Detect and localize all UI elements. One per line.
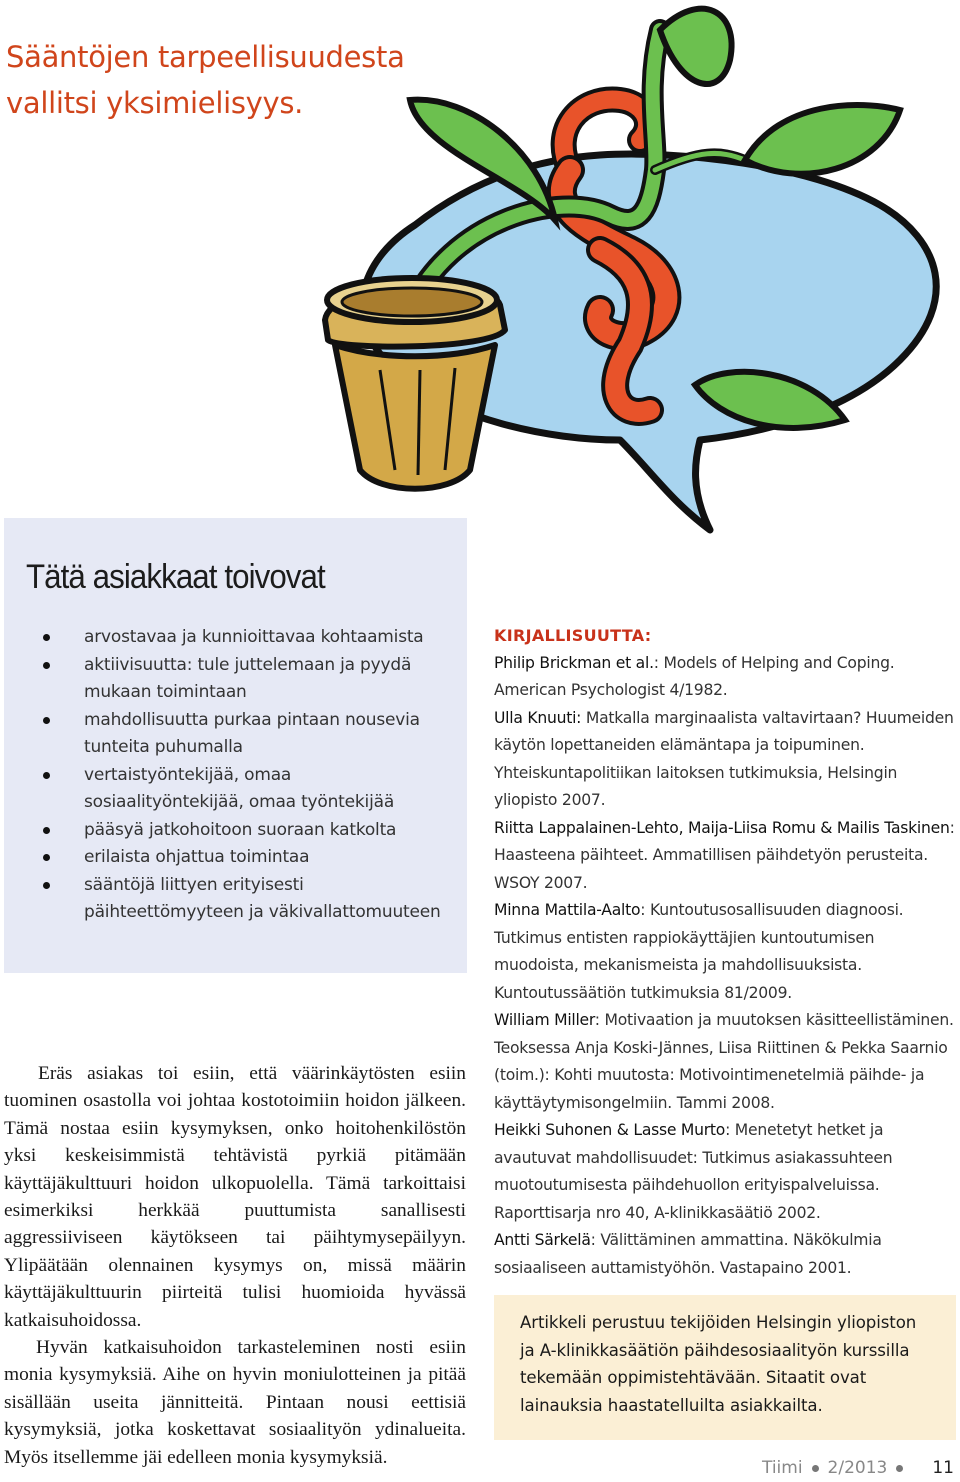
publication-name: Tiimi (761, 1458, 803, 1478)
separator-dot-icon (812, 1465, 819, 1472)
leaf-right (745, 105, 900, 174)
reference-text: Matkalla marginaalista valtavirtaan? Huumeiden käytön lopettaneiden elämäntapa ja toipuminen. Yhteiskuntapolitiikan laitoksen tutkimuksia, Helsingin yliopisto 2007. (494, 708, 954, 809)
list-item: erilaista ohjattua toimintaa (32, 844, 452, 872)
list-item: mahdollisuutta purkaa pintaan nousevia tunteita puhumalla (32, 707, 452, 762)
references-heading: KIRJALLISUUTTA: (494, 626, 652, 645)
client-wishes-list (32, 624, 452, 927)
reference-text: : Menetetyt hetket ja avautuvat mahdollisuudet: Tutkimus asiakassuhteen muotoutumisesta päihdehuollon erityispalveluissa. Raporttisarja nro 40, A-klinikkasäätiö 2002. (494, 1121, 893, 1222)
reference-item (494, 1007, 956, 1117)
reference-text: : Välittäminen ammattina. Näkökulmia sosiaaliseen auttamistyöhön. Vastapaino 2001. (494, 1231, 882, 1277)
bullet-icon (43, 854, 50, 861)
reference-text: : Models of Helping and Coping. American Psychologist 4/1982. (494, 653, 895, 699)
bullet-icon (43, 882, 50, 889)
reference-item (494, 815, 956, 898)
plant-pot-illustration (300, 0, 960, 560)
bullet-icon (43, 634, 50, 641)
body-paragraph-1: Eräs asiakas toi esiin, että väärinkäytösten esiin tuominen osastolla voi johtaa kostotoimiin hoidon jälkeen. Tämä nostaa esiin kysymyksen, onko hoitohenkilöstön yksi keskeisimmistä tehtävistä pyrkiä pitämään käyttäjäkulttuuri hoidon ulkopuolella. Tämä tarkoittaisi esimerkiksi herkkää puuttumista sanallisesti aggressiiviseen käytökseen tai päihtymysepäilyyn. Ylipäätään olennainen kysymys on, missä määrin käyttäjäkulttuurin piirteitä tulisi huomioida hyvässä katkaisuhoidossa. (4, 1063, 466, 1331)
reference-author: Heikki Suhonen & Lasse Murto (494, 1121, 726, 1139)
article-body (4, 1060, 466, 1471)
reference-author: Antti Särkelä (494, 1231, 591, 1249)
bullet-icon (43, 717, 50, 724)
list-item: pääsyä jatkohoitoon suoraan katkolta (32, 817, 452, 845)
list-item: arvostavaa ja kunnioittavaa kohtaamista (32, 624, 452, 652)
reference-author: William Miller (494, 1011, 595, 1029)
reference-item (494, 650, 956, 705)
list-item: vertaistyöntekijää, omaa sosiaalityöntekijää, omaa työntekijää (32, 762, 452, 817)
pull-quote-line-2: vallitsi yksimielisyys. (6, 86, 304, 120)
reference-item (494, 705, 956, 815)
reference-author: Ulla Knuuti: (494, 708, 582, 727)
reference-item (494, 1227, 956, 1282)
bullet-icon (43, 662, 50, 669)
bullet-icon (43, 772, 50, 779)
reference-text: : Kuntoutusosallisuuden diagnoosi. Tutkimus entisten rappiokäyttäjien kuntoutumisen muodoista, mekanismeista ja mahdollisuuksista. Kuntoutussäätiön tutkimuksia 81/2009. (494, 901, 904, 1002)
client-wishes-box (4, 518, 467, 973)
bullet-icon (43, 827, 50, 834)
box-title: Tätä asiakkaat toivovat (26, 558, 325, 596)
pull-quote-line-1: Sääntöjen tarpeellisuudesta (6, 40, 405, 74)
leaf-top (660, 9, 732, 84)
reference-item (494, 1117, 956, 1227)
references-section (494, 622, 956, 1282)
reference-text: : Motivaation ja muutoksen käsitteellistäminen. Teoksessa Anja Koski-Jännes, Liisa Riittinen & Pekka Saarnio (toim.): Kohti muutosta: Motivointimenetelmiä päihde- ja käyttäytymisongelmiin. Tammi 2008. (494, 1011, 954, 1112)
reference-author: Philip Brickman et al. (494, 653, 654, 672)
list-item: aktiivisuutta: tule juttelemaan ja pyydä mukaan toimintaan (32, 652, 452, 707)
article-note-box (494, 1295, 956, 1440)
flower-pot (325, 278, 505, 489)
page-footer (762, 1458, 954, 1478)
reference-author: Minna Mattila-Aalto (494, 901, 641, 919)
page-number: 11 (932, 1458, 954, 1478)
separator-dot-icon (896, 1465, 903, 1472)
issue-number: 2/2013 (827, 1458, 888, 1478)
list-item: sääntöjä liittyen erityisesti päihteettömyyteen ja väkivallattomuuteen (32, 872, 452, 927)
reference-author: Riitta Lappalainen-Lehto, Maija-Liisa Romu & Mailis Taskinen (494, 818, 950, 837)
body-paragraph-2: Hyvän katkaisuhoidon tarkasteleminen nosti esiin monia kysymyksiä. Aihe on hyvin moniulotteinen ja pitää sisällään useita jännitteitä. Pintaan nousi eettisiä kysymyksiä, jotka koskettavat sosiaalityön ydinalueita. Myös itsellemme jäi edelleen monia kysymyksiä. (4, 1337, 466, 1468)
reference-item (494, 897, 956, 1007)
note-text: Artikkeli perustuu tekijöiden Helsingin yliopiston ja A-klinikkasäätiön päihdesosiaalityön kurssilla tekemään oppimistehtävään. Sitaatit ovat lainauksia haastatelluilta asiakkailta. (520, 1313, 917, 1415)
reference-text: : Haasteena päihteet. Ammatillisen päihdetyön perusteita. WSOY 2007. (494, 818, 955, 892)
